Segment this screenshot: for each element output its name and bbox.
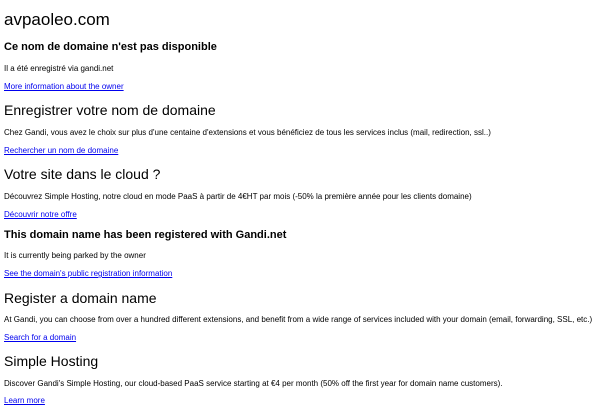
register-heading-en: Register a domain name	[4, 290, 157, 306]
register-heading-fr: Enregistrer votre nom de domaine	[4, 102, 216, 118]
registered-via-text: Il a été enregistré via gandi.net	[4, 64, 114, 73]
cloud-heading: Votre site dans le cloud ?	[4, 166, 161, 182]
search-domain-link-fr[interactable]: Rechercher un nom de domaine	[4, 146, 119, 155]
public-info-link[interactable]: See the domain's public registration information	[4, 269, 173, 278]
cloud-text: Découvrez Simple Hosting, notre cloud en mode PaaS à partir de 4€HT par mois (-50% la première année pour les clients domaine)	[4, 192, 472, 201]
more-info-link[interactable]: More information about the owner	[4, 82, 124, 91]
hosting-heading: Simple Hosting	[4, 353, 99, 369]
parked-text: It is currently being parked by the owner	[4, 251, 146, 260]
register-text-en: At Gandi, you can choose from over a hundred different extensions, and benefit from a wide range of services included with your domain (email, forwarding, SSL, etc.)	[4, 315, 593, 324]
search-domain-link-en[interactable]: Search for a domain	[4, 333, 77, 342]
offer-link[interactable]: Découvrir notre offre	[4, 210, 77, 219]
register-text-fr: Chez Gandi, vous avez le choix sur plus d'une centaine d'extensions et vous bénéficiez de tous les services inclus (mail, redirection, ssl..)	[4, 128, 491, 137]
registered-heading: This domain name has been registered with Gandi.net	[4, 229, 287, 241]
unavailable-heading: Ce nom de domaine n'est pas disponible	[4, 41, 217, 53]
learn-more-link[interactable]: Learn more	[4, 396, 45, 405]
domain-title: avpaoleo.com	[4, 10, 110, 29]
hosting-text: Discover Gandi's Simple Hosting, our cloud-based PaaS service starting at €4 per month (50% off the first year for domain name customers).	[4, 379, 503, 388]
